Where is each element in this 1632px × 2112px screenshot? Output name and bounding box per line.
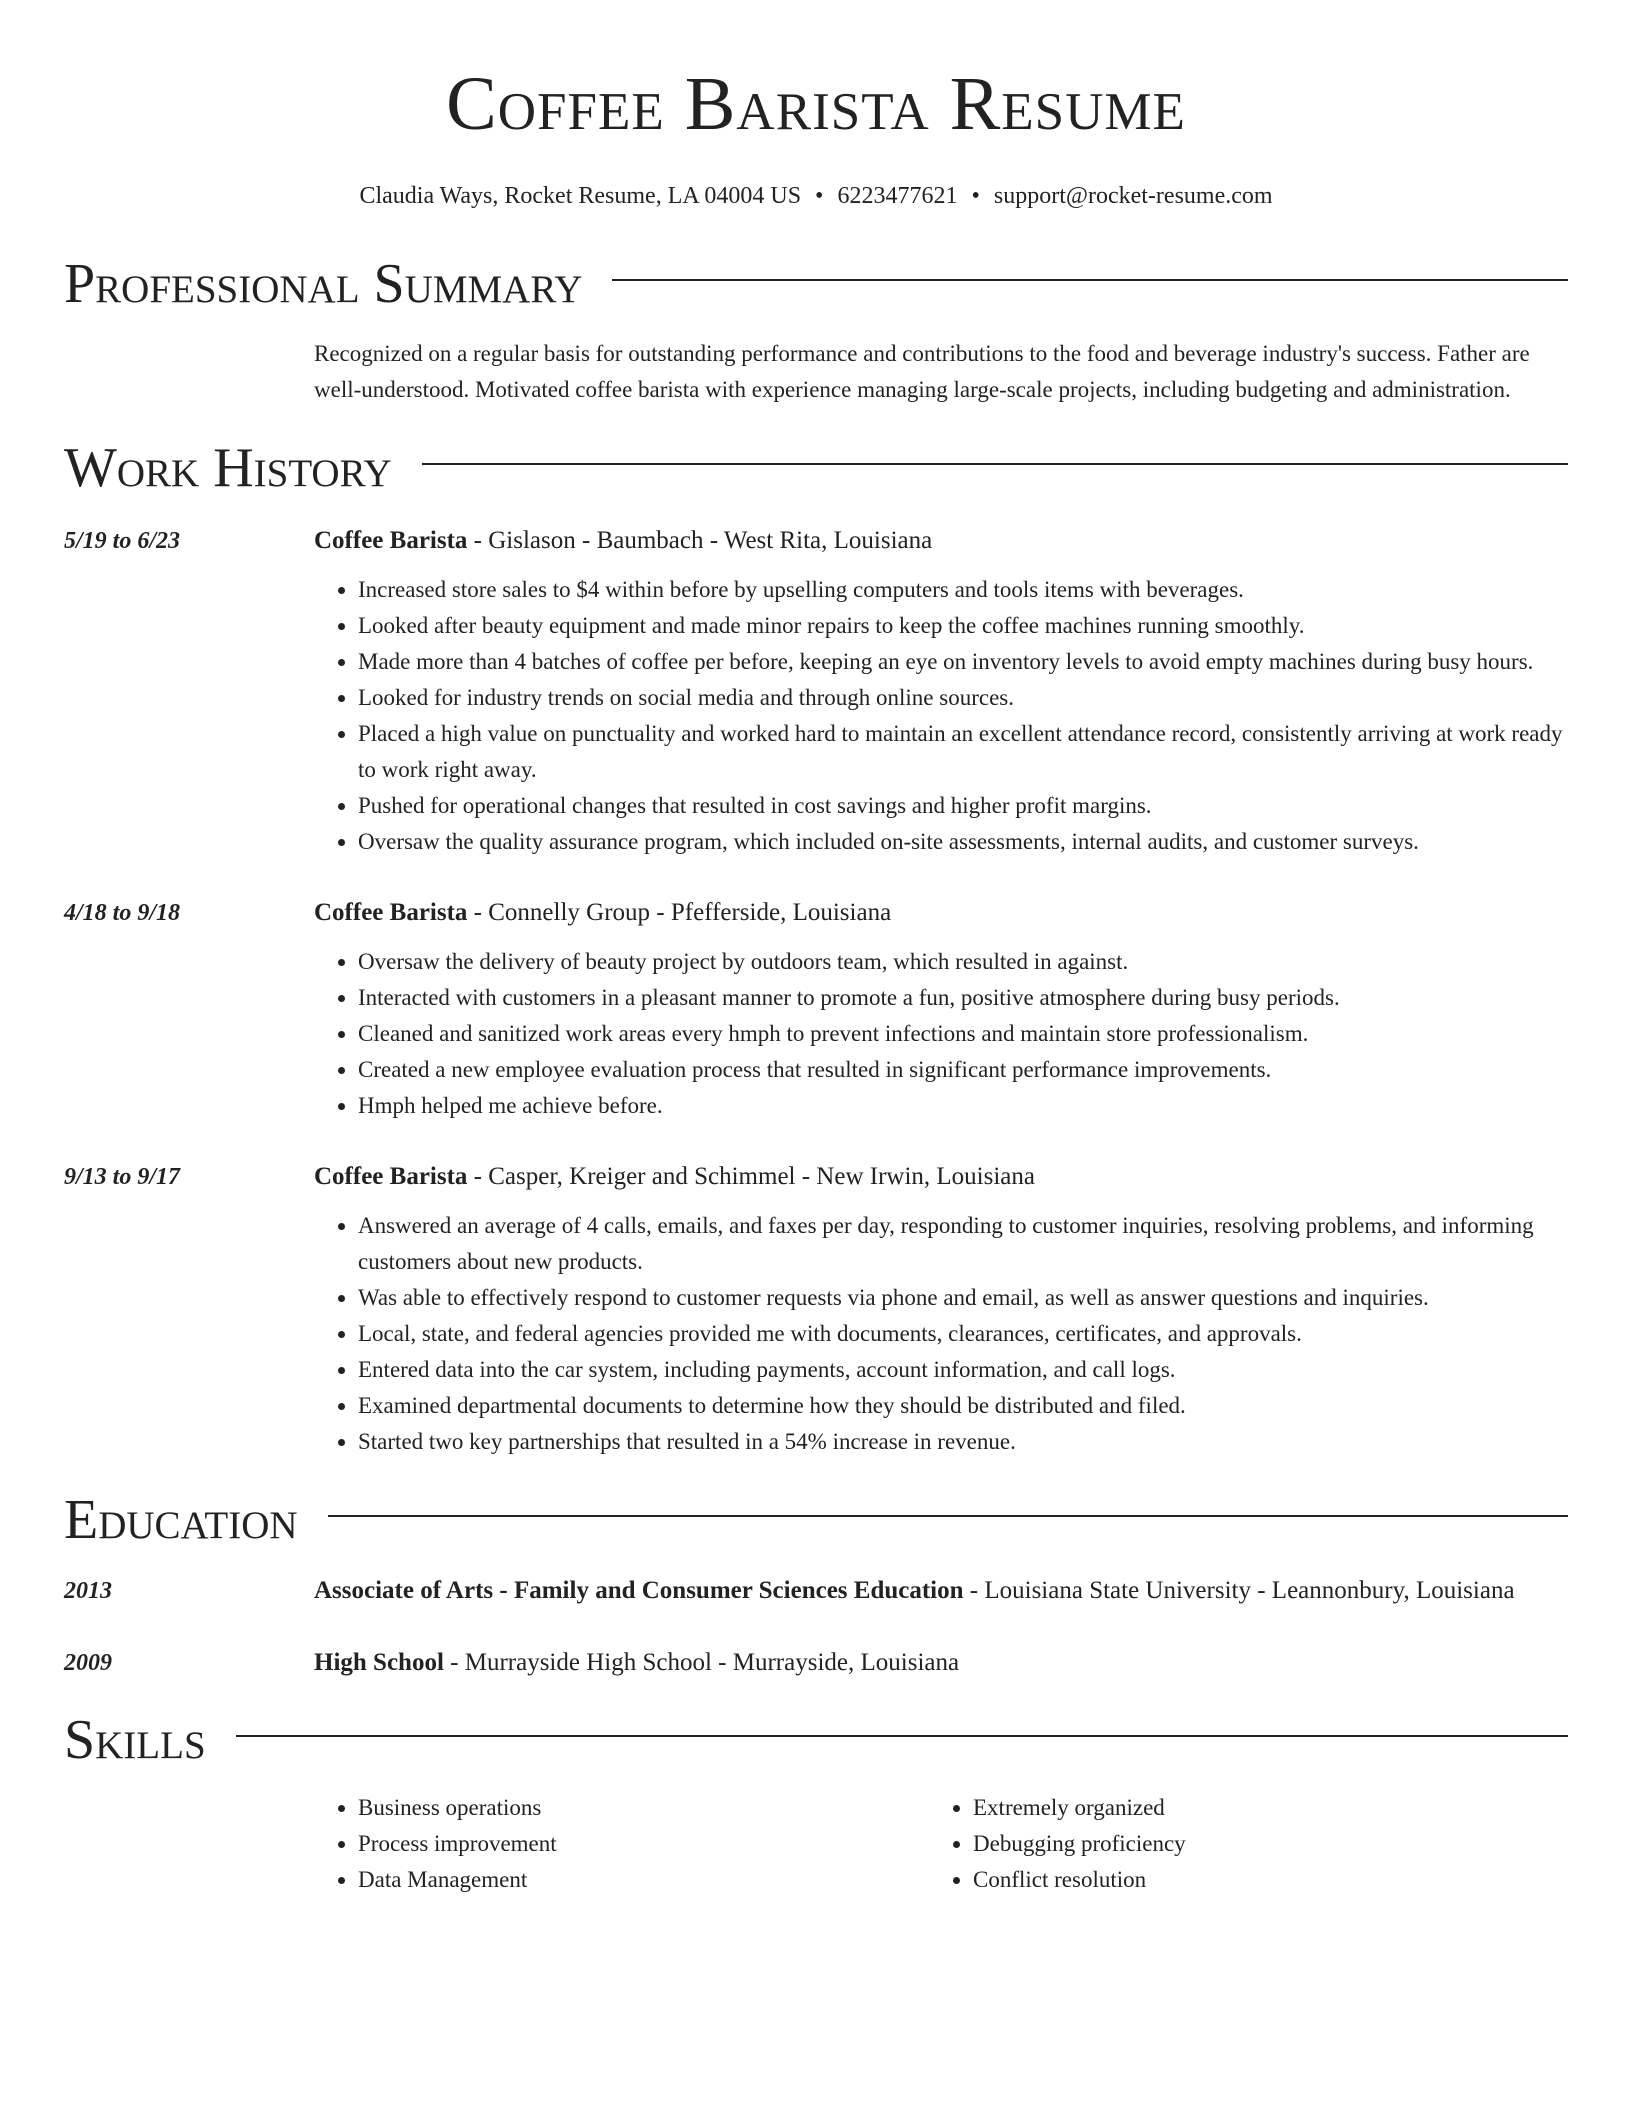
job-date: 5/19 to 6/23 bbox=[64, 528, 181, 554]
job-bullet: • Placed a high value on punctuality and worked hard to maintain an excellent attendance record, consistently arriving at work ready to work right away. bbox=[358, 716, 1568, 788]
summary-section-header bbox=[64, 252, 1568, 316]
education-degree: Associate of Arts - Family and Consumer Sciences Education bbox=[314, 1577, 964, 1604]
skills-column-right bbox=[929, 1790, 1544, 1898]
job-role: Coffee Barista bbox=[314, 527, 468, 554]
education-date: 2009 bbox=[64, 1650, 112, 1676]
skill-item: • Data Management bbox=[358, 1862, 929, 1898]
job-bullet: • Started two key partnerships that resulted in a 54% increase in revenue. bbox=[358, 1424, 1568, 1460]
job-entry bbox=[64, 1158, 1568, 1460]
job-bullets bbox=[314, 944, 1568, 1124]
job-heading bbox=[314, 894, 1568, 932]
job-details: - Gislason - Baumbach - West Rita, Louisiana bbox=[467, 527, 933, 554]
contact-separator: • bbox=[815, 183, 824, 209]
contact-separator: • bbox=[971, 183, 980, 209]
job-details: - Casper, Kreiger and Schimmel - New Irwin, Louisiana bbox=[467, 1163, 1035, 1190]
job-bullet: • Made more than 4 batches of coffee per before, keeping an eye on inventory levels to avoid empty machines during busy hours. bbox=[358, 644, 1568, 680]
job-bullets bbox=[314, 572, 1568, 860]
job-heading bbox=[314, 522, 1568, 560]
job-bullet: • Looked after beauty equipment and made minor repairs to keep the coffee machines running smoothly. bbox=[358, 608, 1568, 644]
education-details: - Murrayside High School - Murrayside, Louisiana bbox=[443, 1649, 960, 1676]
job-role: Coffee Barista bbox=[314, 899, 468, 926]
contact-address: Claudia Ways, Rocket Resume, LA 04004 US bbox=[359, 183, 802, 209]
work-section-header bbox=[64, 436, 1568, 500]
skill-item: • Extremely organized bbox=[973, 1790, 1544, 1826]
job-bullet: • Created a new employee evaluation process that resulted in significant performance improvements. bbox=[358, 1052, 1568, 1088]
job-date: 4/18 to 9/18 bbox=[64, 900, 181, 926]
section-divider bbox=[328, 1515, 1568, 1517]
section-divider bbox=[236, 1735, 1568, 1737]
job-entry bbox=[64, 522, 1568, 860]
job-bullet: • Hmph helped me achieve before. bbox=[358, 1088, 1568, 1124]
job-bullet: • Oversaw the delivery of beauty project by outdoors team, which resulted in against. bbox=[358, 944, 1568, 980]
job-role: Coffee Barista bbox=[314, 1163, 468, 1190]
education-section-header bbox=[64, 1488, 1568, 1552]
skill-item: • Debugging proficiency bbox=[973, 1826, 1544, 1862]
education-entry bbox=[64, 1572, 1568, 1610]
job-bullet: • Cleaned and sanitized work areas every hmph to prevent infections and maintain store professionalism. bbox=[358, 1016, 1568, 1052]
education-date: 2013 bbox=[64, 1578, 112, 1604]
job-bullet: • Answered an average of 4 calls, emails, and faxes per day, responding to customer inquiries, resolving problems, and informing customers about new products. bbox=[358, 1208, 1568, 1280]
job-bullets bbox=[314, 1208, 1568, 1460]
job-bullet: • Looked for industry trends on social media and through online sources. bbox=[358, 680, 1568, 716]
education-heading-line bbox=[314, 1572, 1568, 1610]
skills-list bbox=[314, 1790, 1568, 1898]
skill-item: • Process improvement bbox=[358, 1826, 929, 1862]
education-heading-line bbox=[314, 1644, 1568, 1682]
skills-section-header bbox=[64, 1708, 1568, 1772]
job-bullet: • Interacted with customers in a pleasant manner to promote a fun, positive atmosphere during busy periods. bbox=[358, 980, 1568, 1016]
job-bullet: • Was able to effectively respond to customer requests via phone and email, as well as answer questions and inquiries. bbox=[358, 1280, 1568, 1316]
job-bullet: • Increased store sales to $4 within before by upselling computers and tools items with beverages. bbox=[358, 572, 1568, 608]
job-date: 9/13 to 9/17 bbox=[64, 1164, 181, 1190]
job-bullet: • Pushed for operational changes that resulted in cost savings and higher profit margins. bbox=[358, 788, 1568, 824]
skills-column-left bbox=[314, 1790, 929, 1898]
education-degree: High School bbox=[314, 1649, 444, 1676]
contact-line bbox=[64, 180, 1568, 212]
summary-heading: Professional Summary bbox=[64, 253, 583, 315]
job-bullet: • Entered data into the car system, including payments, account information, and call logs. bbox=[358, 1352, 1568, 1388]
job-heading bbox=[314, 1158, 1568, 1196]
skills-heading: Skills bbox=[64, 1709, 206, 1771]
education-heading: Education bbox=[64, 1489, 298, 1551]
skill-item: • Business operations bbox=[358, 1790, 929, 1826]
contact-phone: 6223477621 bbox=[837, 183, 958, 209]
job-details: - Connelly Group - Pfefferside, Louisiana bbox=[467, 899, 892, 926]
education-details: - Louisiana State University - Leannonbury, Louisiana bbox=[963, 1577, 1515, 1604]
education-entry bbox=[64, 1644, 1568, 1682]
section-divider bbox=[612, 279, 1568, 281]
skill-item: • Conflict resolution bbox=[973, 1862, 1544, 1898]
resume-title: Coffee Barista Resume bbox=[446, 62, 1186, 146]
job-bullet: • Oversaw the quality assurance program, which included on-site assessments, internal audits, and customer surveys. bbox=[358, 824, 1568, 860]
work-heading: Work History bbox=[64, 437, 392, 499]
summary-text: Recognized on a regular basis for outstanding performance and contributions to the food and beverage industry's success. Father are well-understood. Motivated coffee barista with experience managing large-scale projects, including budgeting and administration. bbox=[314, 341, 1530, 402]
contact-email: support@rocket-resume.com bbox=[993, 183, 1273, 209]
job-entry bbox=[64, 894, 1568, 1124]
section-divider bbox=[422, 463, 1568, 465]
job-bullet: • Local, state, and federal agencies provided me with documents, clearances, certificates, and approvals. bbox=[358, 1316, 1568, 1352]
job-bullet: • Examined departmental documents to determine how they should be distributed and filed. bbox=[358, 1388, 1568, 1424]
